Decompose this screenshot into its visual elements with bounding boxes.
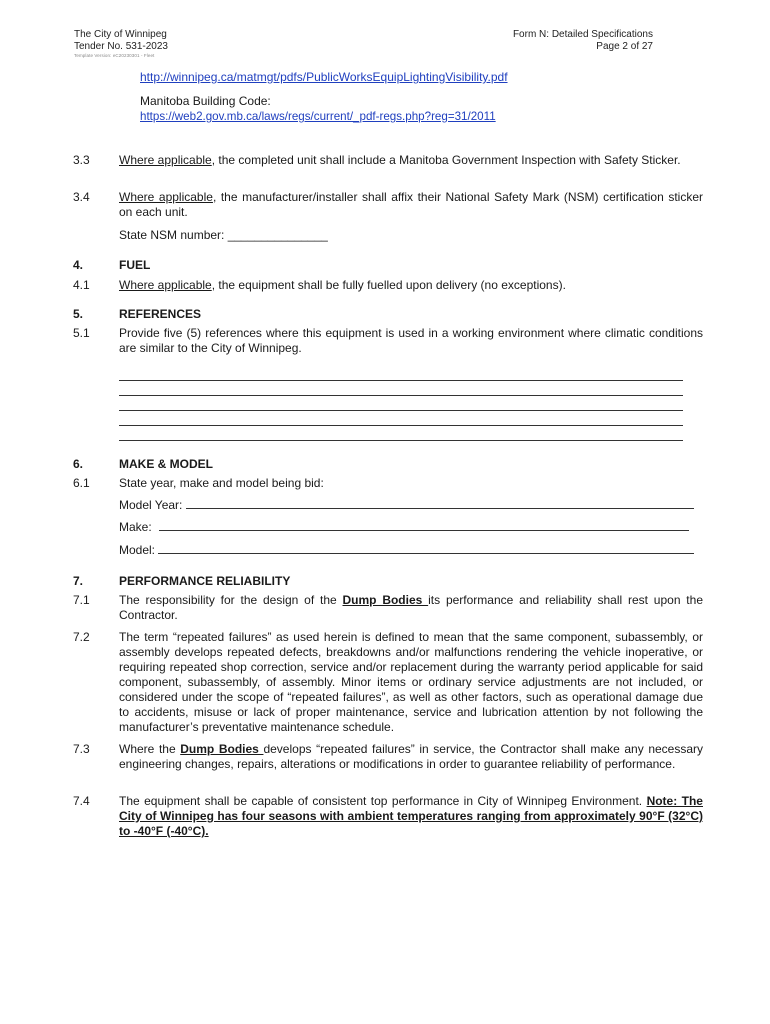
section-num-7: 7. bbox=[73, 574, 84, 588]
header-right bbox=[513, 29, 653, 53]
section-title-make-model: MAKE & MODEL bbox=[119, 457, 213, 471]
tender-number: Tender No. 531-2023 bbox=[74, 41, 168, 52]
section-6-1-text: State year, make and model being bid: bbox=[119, 476, 324, 490]
section-7-3-text: Where the Dump Bodies develops “repeated failures” in service, the Contractor shall make any necessary engineering changes, repairs, alterations or modifications in order to guarantee reliability of performance. bbox=[119, 742, 704, 771]
template-version: Template Version: eC20230301 - Fleet bbox=[74, 53, 155, 58]
make-label: Make: bbox=[119, 520, 152, 534]
section-num-7-1: 7.1 bbox=[73, 593, 90, 607]
org-name: The City of Winnipeg bbox=[74, 29, 167, 40]
where-applicable: Where applicable bbox=[119, 278, 212, 292]
building-code-label: Manitoba Building Code: bbox=[140, 94, 271, 108]
section-5-1-text: Provide five (5) references where this equipment is used in a working environment where climatic conditions are similar to the City of Winnipeg. bbox=[119, 326, 703, 355]
building-code-link[interactable]: https://web2.gov.mb.ca/laws/regs/current/_pdf-regs.php?reg=31/2011 bbox=[140, 110, 496, 123]
section-num-6: 6. bbox=[73, 457, 84, 471]
model-label: Model: bbox=[119, 543, 156, 557]
section-num-5-1: 5.1 bbox=[73, 326, 90, 340]
section-num-3-4: 3.4 bbox=[73, 190, 90, 204]
make-field[interactable] bbox=[159, 520, 689, 531]
section-num-5: 5. bbox=[73, 307, 84, 321]
model-field[interactable] bbox=[158, 543, 694, 554]
section-4-1-text: Where applicable, the equipment shall be fully fuelled upon delivery (no exceptions). bbox=[119, 278, 566, 292]
lighting-visibility-link[interactable]: http://winnipeg.ca/matmgt/pdfs/PublicWorksEquipLightingVisibility.pdf bbox=[140, 70, 508, 84]
section-title-performance: PERFORMANCE RELIABILITY bbox=[119, 574, 291, 588]
dump-bodies: Dump Bodies bbox=[180, 742, 264, 756]
reference-line-1[interactable] bbox=[119, 380, 683, 381]
section-7-1-text: The responsibility for the design of the Dump Bodies its performance and reliability shall rest upon the Contractor. bbox=[119, 593, 703, 622]
lighting-visibility-link-wrap bbox=[140, 70, 724, 85]
section-title-fuel: FUEL bbox=[119, 258, 151, 272]
model-year-row bbox=[119, 498, 703, 513]
climate-note: Note: The City of Winnipeg has four seasons with ambient temperatures ranging from approximately 90°F (32°C) to -40°F (-40°C). bbox=[119, 794, 703, 838]
section-3-3-text: Where applicable, the completed unit shall include a Manitoba Government Inspection with Safety Sticker. bbox=[119, 153, 681, 167]
section-title-references: REFERENCES bbox=[119, 307, 202, 321]
section-num-4-1: 4.1 bbox=[73, 278, 90, 292]
model-year-field[interactable] bbox=[186, 498, 694, 509]
section-num-7-3: 7.3 bbox=[73, 742, 90, 756]
reference-line-4[interactable] bbox=[119, 425, 683, 426]
reference-line-2[interactable] bbox=[119, 395, 683, 396]
model-row bbox=[119, 543, 703, 558]
section-num-7-2: 7.2 bbox=[73, 630, 90, 644]
form-title: Form N: Detailed Specifications bbox=[512, 29, 653, 40]
where-applicable: Where applicable bbox=[119, 153, 212, 167]
nsm-number-field[interactable]: State NSM number: _______________ bbox=[119, 228, 328, 242]
make-row bbox=[119, 520, 703, 535]
section-num-3-3: 3.3 bbox=[73, 153, 90, 167]
header-left bbox=[74, 29, 168, 59]
building-code-block bbox=[140, 94, 724, 124]
section-num-7-4: 7.4 bbox=[73, 794, 90, 808]
page-number: Page 2 of 27 bbox=[596, 41, 653, 52]
where-applicable: Where applicable bbox=[119, 190, 213, 204]
section-num-6-1: 6.1 bbox=[73, 476, 90, 490]
section-7-2-text: The term “repeated failures” as used herein is defined to mean that the same component, subassembly, or assembly develops repeated defects, breakdowns and/or malfunctions rendering the vehicle inoperative, or requiring repeated shop correction, service and/or replacement during the warranty period applicable for said component, subassembly, of assembly. Minor items or ordinary service adjustments are not included, or considered under the scope of “repeated failures”, as well as other factors, such as operational damage due to accidents, misuse or lack of proper maintenance, service and lubrication attention by not following the manufacturer’s preventative maintenance schedule. bbox=[119, 630, 703, 734]
model-year-label: Model Year: bbox=[119, 498, 183, 512]
reference-line-5[interactable] bbox=[119, 440, 683, 441]
section-7-4-text: The equipment shall be capable of consistent top performance in City of Winnipeg Environment. Note: The City of Winnipeg has four seasons with ambient temperatures ranging from approximately 90°F (32°C) to -40°F (-40°C). bbox=[119, 794, 703, 838]
section-num-4: 4. bbox=[73, 258, 84, 272]
section-3-4-text: Where applicable, the manufacturer/installer shall affix their National Safety Mark (NSM) certification sticker on each unit. bbox=[119, 190, 704, 219]
dump-bodies: Dump Bodies bbox=[342, 593, 429, 607]
reference-line-3[interactable] bbox=[119, 410, 683, 411]
